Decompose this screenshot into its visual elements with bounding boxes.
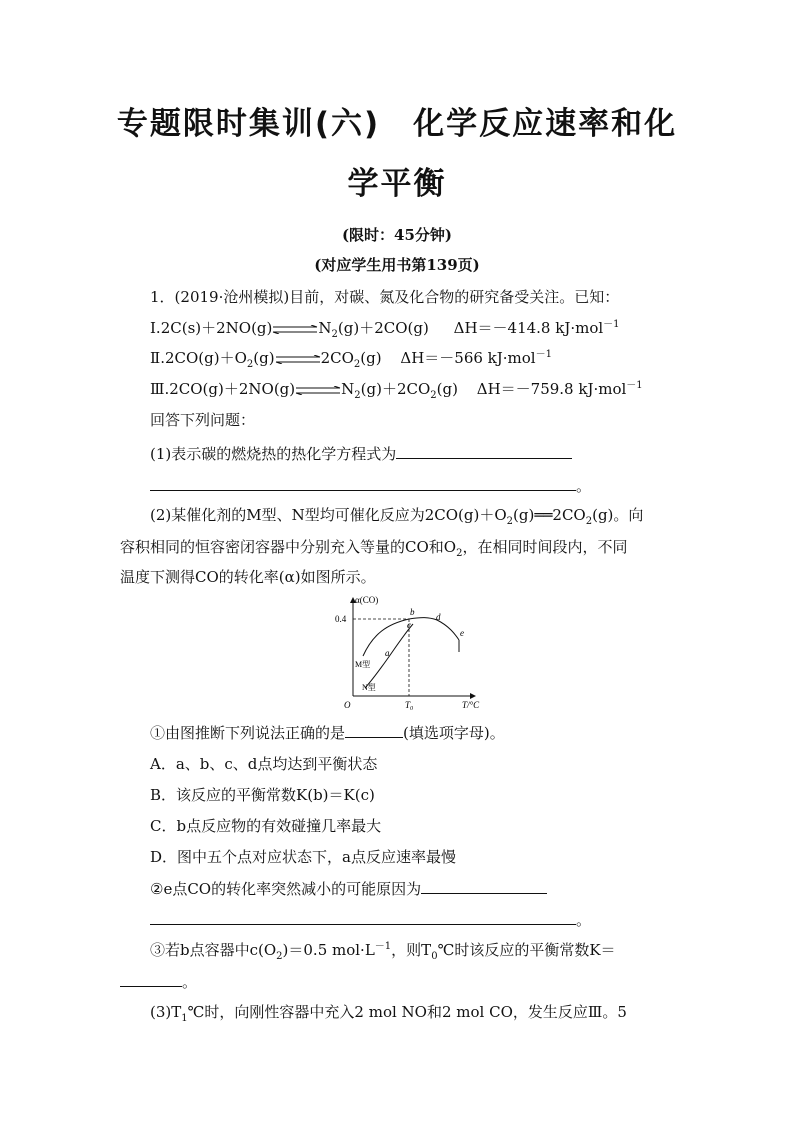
sub-question-2-continued: 。 — [150, 909, 591, 930]
sub-question-2: ②e点CO的转化率突然减小的可能原因为 — [150, 878, 547, 899]
equilibrium-arrow-icon — [295, 386, 341, 395]
answer-blank[interactable] — [150, 475, 576, 491]
origin-label: O — [344, 700, 351, 710]
part-1-continued: 。 — [150, 475, 591, 496]
x-axis-label: T/°C — [462, 700, 480, 710]
y-tick-label: 0.4 — [335, 614, 347, 624]
answer-blank[interactable] — [345, 722, 403, 738]
option-c: C．b点反应物的有效碰撞几率最大 — [150, 817, 382, 835]
sub-question-1: ①由图推断下列说法正确的是 (填选项字母)。 — [150, 724, 505, 742]
part-2-line3: 温度下测得CO的转化率(α)如图所示。 — [120, 568, 376, 586]
series-m-label: M型 — [355, 660, 371, 669]
option-a: A．a、b、c、d点均达到平衡状态 — [150, 755, 378, 773]
point-c-label: c — [407, 620, 411, 630]
answer-blank[interactable] — [396, 443, 572, 459]
series-n-label: N型 — [362, 683, 376, 692]
conversion-chart — [325, 590, 495, 712]
point-a-label: a — [385, 648, 390, 658]
option-b: B．该反应的平衡常数K(b)＝K(c) — [150, 786, 375, 804]
equilibrium-arrow-icon — [272, 325, 318, 334]
sub-question-3: ③若b点容器中$c(O_2)=0.5$ $mol\cdot L^{-1}$，则$T_0℃$时该反应的平衡常数K＝ — [150, 941, 616, 962]
option-d: D．图中五个点对应状态下，a点反应速率最慢 — [150, 848, 456, 866]
y-axis-label: α(CO) — [355, 595, 379, 605]
answer-blank[interactable] — [421, 878, 547, 894]
reaction-1: Ⅰ.2C(s)＋2NO(g) $N_2(g)+2CO(g)$ ΔH＝－414.8 kJ·mol$^{-1}$ — [150, 319, 620, 340]
question-intro: 1．(2019·沧州模拟)目前，对碳、氮及化合物的研究备受关注。已知： — [150, 288, 620, 306]
part-2-line2: 容积相同的恒容密闭容器中分别充入等量的CO和$O_2$，在相同时间段内，不同 — [120, 538, 628, 559]
point-d-label: d — [436, 612, 441, 622]
point-b-label: b — [410, 607, 415, 617]
equilibrium-arrow-icon — [275, 355, 321, 364]
part-1: (1)表示碳的燃烧热的热化学方程式为 — [150, 443, 572, 464]
reaction-3: Ⅲ.2CO(g)＋2NO(g) $N_2(g)+2CO_2(g)$ ΔH＝－759.8 kJ·mol$^{-1}$ — [150, 380, 643, 401]
point-e-label: e — [460, 628, 464, 638]
answer-prompt: 回答下列问题： — [150, 411, 256, 429]
time-limit: (限时：45分钟) — [341, 226, 453, 244]
part-2-line1: (2)某催化剂的M型、N型均可催化反应为$2CO(g)+O_2(g)══2CO_2(g)$。向 — [150, 506, 644, 527]
series-m-curve — [363, 618, 459, 656]
book-reference: (对应学生用书第139页) — [314, 256, 480, 274]
reaction-2: $Ⅱ.2CO(g)+O_2(g)$ $2CO_2(g)$ ΔH＝－566 kJ·mol$^{-1}$ — [150, 349, 552, 370]
page-title: 专题限时集训(六) 化学反应速率和化 — [116, 106, 678, 142]
answer-blank[interactable] — [150, 909, 576, 925]
page-title-line2: 学平衡 — [347, 166, 447, 202]
sub-question-3-continued: 。 — [120, 971, 197, 992]
x-tick-label: $T_0$ — [405, 700, 414, 712]
answer-blank[interactable] — [120, 971, 182, 987]
part-3: $(3)T_1℃$时，向刚性容器中充入2 mol NO和2 mol CO，发生反应Ⅲ。5 — [150, 1003, 627, 1024]
